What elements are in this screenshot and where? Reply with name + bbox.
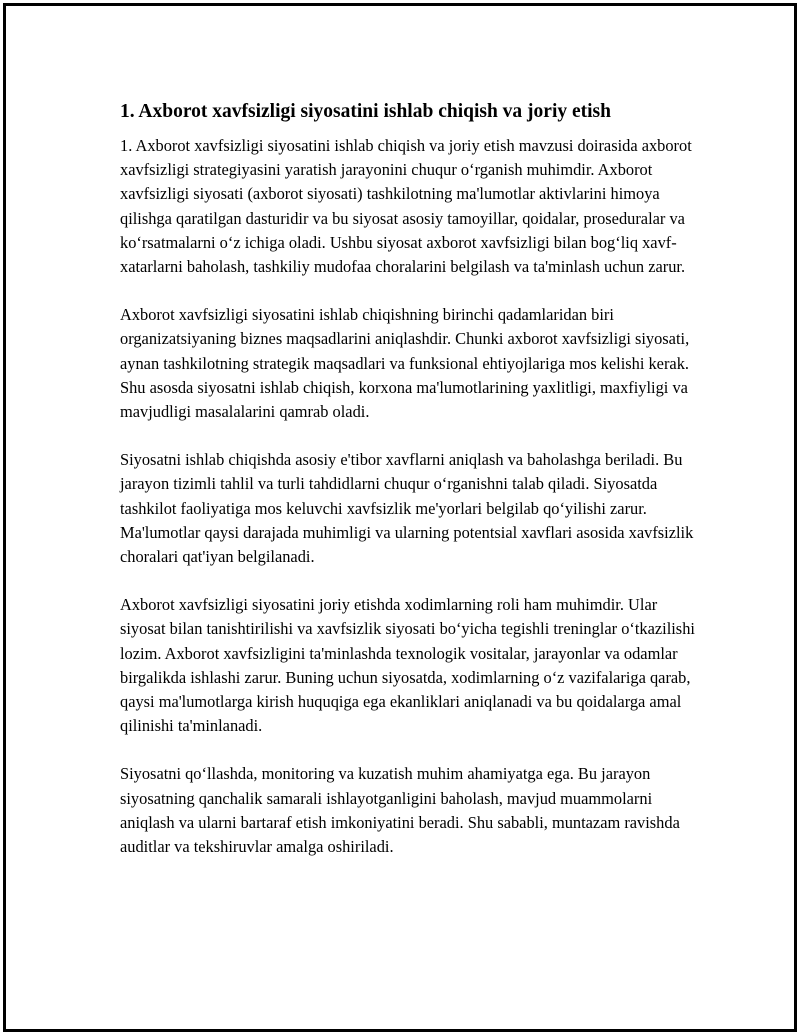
document-body	[120, 98, 700, 883]
paragraph-5: Siyosatni qo‘llashda, monitoring va kuzatish muhim ahamiyatga ega. Bu jarayon siyosatning qanchalik samarali ishlayotganligini baholash, mavjud muammolarni aniqlash va ularni bartaraf etish imkoniyatini beradi. Shu sababli, muntazam ravishda auditlar va tekshiruvlar amalga oshiriladi.	[120, 764, 680, 857]
paragraph-4: Axborot xavfsizligi siyosatini joriy etishda xodimlarning roli ham muhimdir. Ular siyosat bilan tanishtirilishi va xavfsizlik siyosati bo‘yicha tegishli treninglar o‘tkazilishi lozim. Axborot xavfsizligini ta'minlashda texnologik vositalar, jarayonlar va odamlar birgalikda ishlashi zarur. Buning uchun siyosatda, xodimlarning o‘z vazifalariga qarab, qaysi ma'lumotlarga kirish huquqiga ega ekanliklari aniqlanadi va bu qoidalarga amal qilinishi ta'minlanadi.	[120, 595, 695, 736]
paragraph-1: 1. Axborot xavfsizligi siyosatini ishlab chiqish va joriy etish mavzusi doirasida axborot xavfsizligi strategiyasini yaratish jarayonini chuqur o‘rganish muhimdir. Axborot xavfsizligi siyosati (axborot siyosati) tashkilotning ma'lumotlar aktivlarini himoya qilishga qaratilgan dasturidir va bu siyosat asosiy tamoyillar, qoidalar, proseduralar va ko‘rsatmalarni o‘z ichiga oladi. Ushbu siyosat axborot xavfsizligi bilan bog‘liq xavf-xatarlarni baholash, tashkiliy mudofaa choralarini belgilash va ta'minlash uchun zarur.	[120, 136, 692, 277]
document-title: 1. Axborot xavfsizligi siyosatini ishlab chiqish va joriy etish	[120, 101, 611, 122]
paragraph-3: Siyosatni ishlab chiqishda asosiy e'tibor xavflarni aniqlash va baholashga beriladi. Bu jarayon tizimli tahlil va turli tahdidlarni chuqur o‘rganishni talab qiladi. Siyosatda tashkilot faoliyatiga mos keluvchi xavfsizlik me'yorlari belgilab qo‘yilishi zarur. Ma'lumotlar qaysi darajada muhimligi va ularning potentsial xavflari asosida xavfsizlik choralari qat'iyan belgilanadi.	[120, 450, 694, 567]
paragraph-2: Axborot xavfsizligi siyosatini ishlab chiqishning birinchi qadamlaridan biri organizatsiyaning biznes maqsadlarini aniqlashdir. Chunki axborot xavfsizligi siyosati, aynan tashkilotning strategik maqsadlari va funksional ehtiyojlariga mos kelishi kerak. Shu asosda siyosatni ishlab chiqish, korxona ma'lumotlarining yaxlitligi, maxfiyligi va mavjudligi masalalarini qamrab oladi.	[120, 305, 690, 422]
page-frame	[3, 3, 797, 1032]
